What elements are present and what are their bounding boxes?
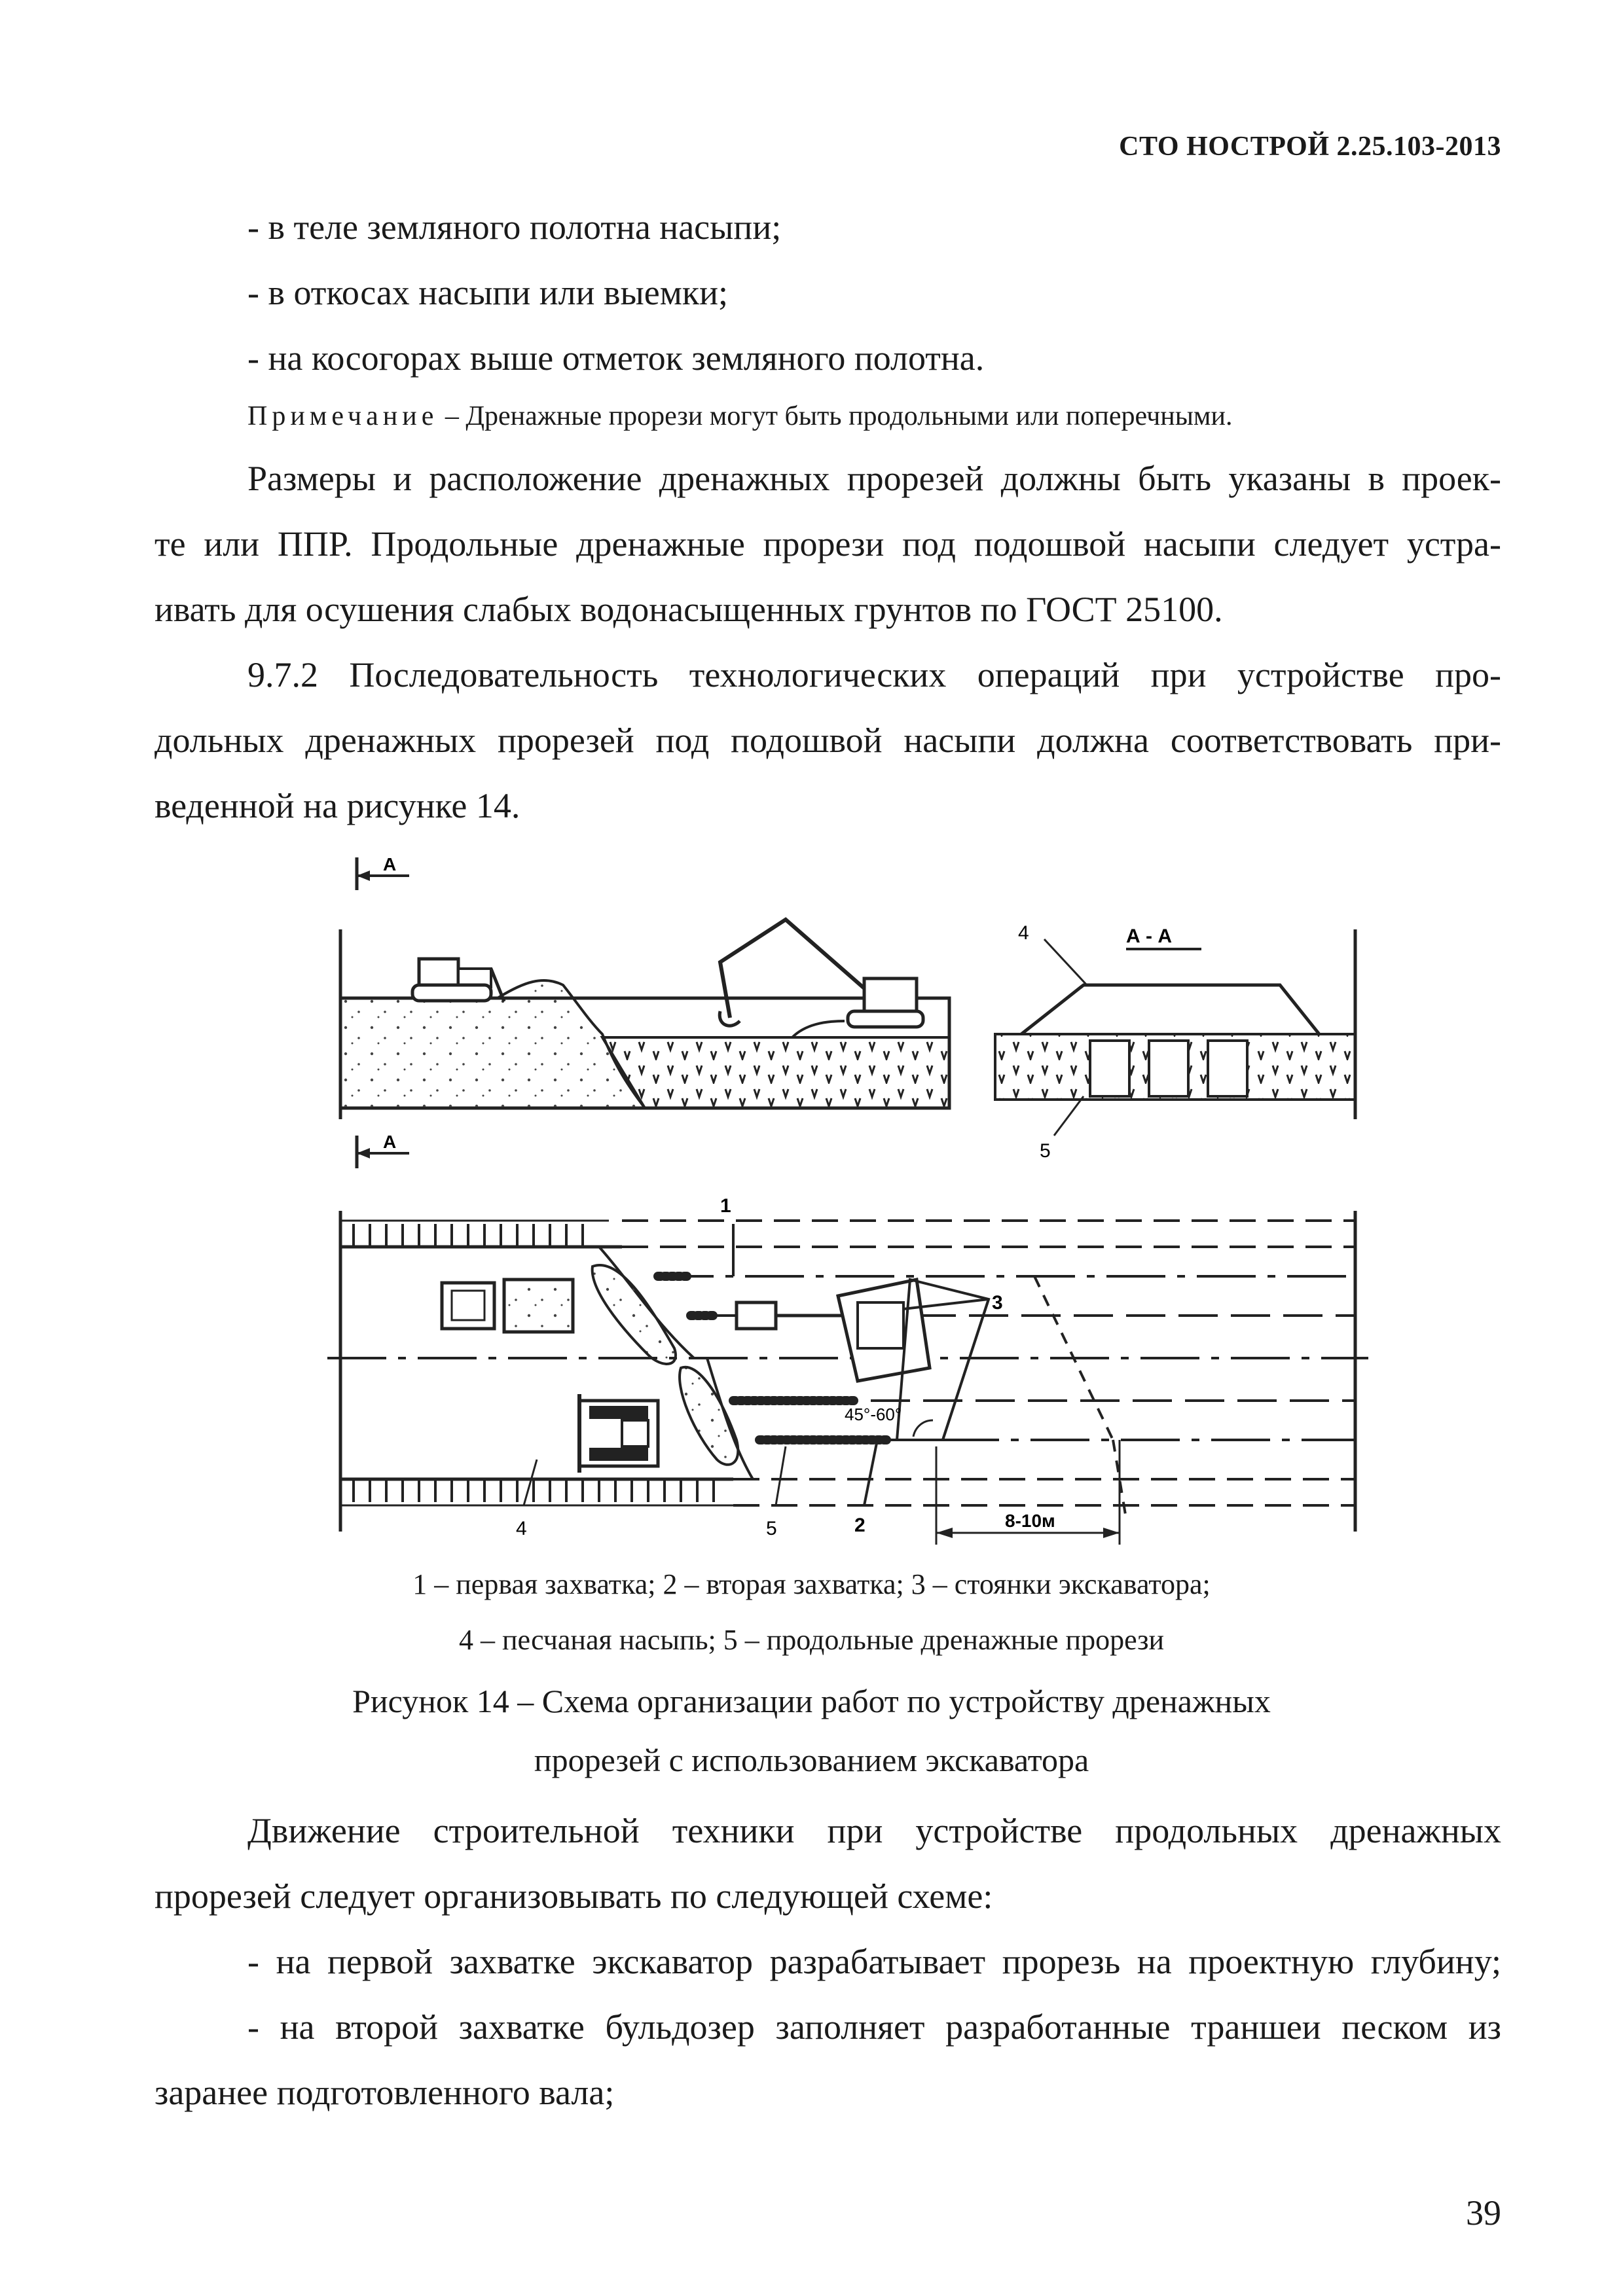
paragraph-line: дольных дренажных прорезей под подошвой насыпи должна соответствовать при- (155, 721, 1501, 760)
paragraph-line: 9.7.2 Последовательность технологических операций при устройстве про- (247, 655, 1501, 694)
bulldozer-icon (412, 959, 504, 1001)
paragraph-line: Движение строительной техники при устройстве продольных дренажных (247, 1811, 1501, 1850)
callout-2: 2 (854, 1515, 866, 1536)
truck-icon (442, 1280, 573, 1332)
note (247, 401, 1232, 432)
note-label: Примечание (247, 401, 439, 431)
excavator-plan-icon (838, 1280, 930, 1381)
page-number: 39 (1466, 2193, 1501, 2233)
callout-3: 3 (992, 1292, 1003, 1314)
section-mark-bottom (357, 1132, 409, 1168)
note-text: – Дренажные прорези могут быть продольными или поперечными. (438, 401, 1233, 431)
plan-view (327, 1195, 1368, 1545)
figure-legend-line: 1 – первая захватка; 2 – вторая захватка; 3 – стоянки экскаватора; (412, 1568, 1211, 1600)
paragraph-line: ивать для осушения слабых водонасыщенных грунтов по ГОСТ 25100. (155, 590, 1223, 629)
cross-section-view (995, 922, 1355, 1162)
callout-4: 4 (1018, 922, 1029, 944)
list-item: - в откосах насыпи или выемки; (247, 273, 729, 312)
list-item: - на косогорах выше отметок земляного полотна. (247, 338, 985, 378)
distance-label: 8-10м (1005, 1511, 1055, 1531)
paragraph-line: веденной на рисунке 14. (155, 786, 520, 825)
list-item: - на первой захватке экскаватор разрабатывает прорезь на проектную глубину; (247, 1942, 1501, 1981)
paragraph-line: прорезей следует организовывать по следующей схеме: (155, 1876, 993, 1916)
excavator-icon (720, 920, 923, 1027)
callout-5: 5 (1040, 1140, 1051, 1162)
paragraph-line: те или ППР. Продольные дренажные прорези под подошвой насыпи следует устра- (155, 524, 1501, 564)
list-item: - в теле земляного полотна насыпи; (247, 207, 782, 247)
document-header: СТО НОСТРОЙ 2.25.103-2013 (1119, 132, 1501, 162)
figure-caption: Рисунок 14 – Схема организации работ по устройству дренажных (352, 1683, 1271, 1719)
section-mark-label: А (383, 1132, 397, 1152)
section-mark-top (357, 854, 409, 890)
figure-legend-line: 4 – песчаная насыпь; 5 – продольные дренажные прорези (458, 1624, 1165, 1656)
section-title: А - А (1126, 925, 1172, 947)
callout-5: 5 (766, 1518, 777, 1539)
figure-caption: прорезей с использованием экскаватора (534, 1742, 1089, 1778)
profile-view (340, 920, 949, 1119)
callout-4: 4 (516, 1518, 527, 1539)
list-item: заранее подготовленного вала; (155, 2073, 615, 2112)
angle-label: 45°-60° (845, 1405, 902, 1424)
section-mark-label: А (383, 854, 397, 874)
bulldozer-plan-icon (579, 1394, 658, 1473)
callout-1: 1 (720, 1195, 731, 1217)
paragraph-line: Размеры и расположение дренажных прорезей должны быть указаны в проек- (247, 459, 1501, 498)
dimension-line (936, 1440, 1120, 1545)
figure-scheme (327, 844, 1375, 1558)
list-item: - на второй захватке бульдозер заполняет разработанные траншеи песком из (247, 2007, 1501, 2047)
